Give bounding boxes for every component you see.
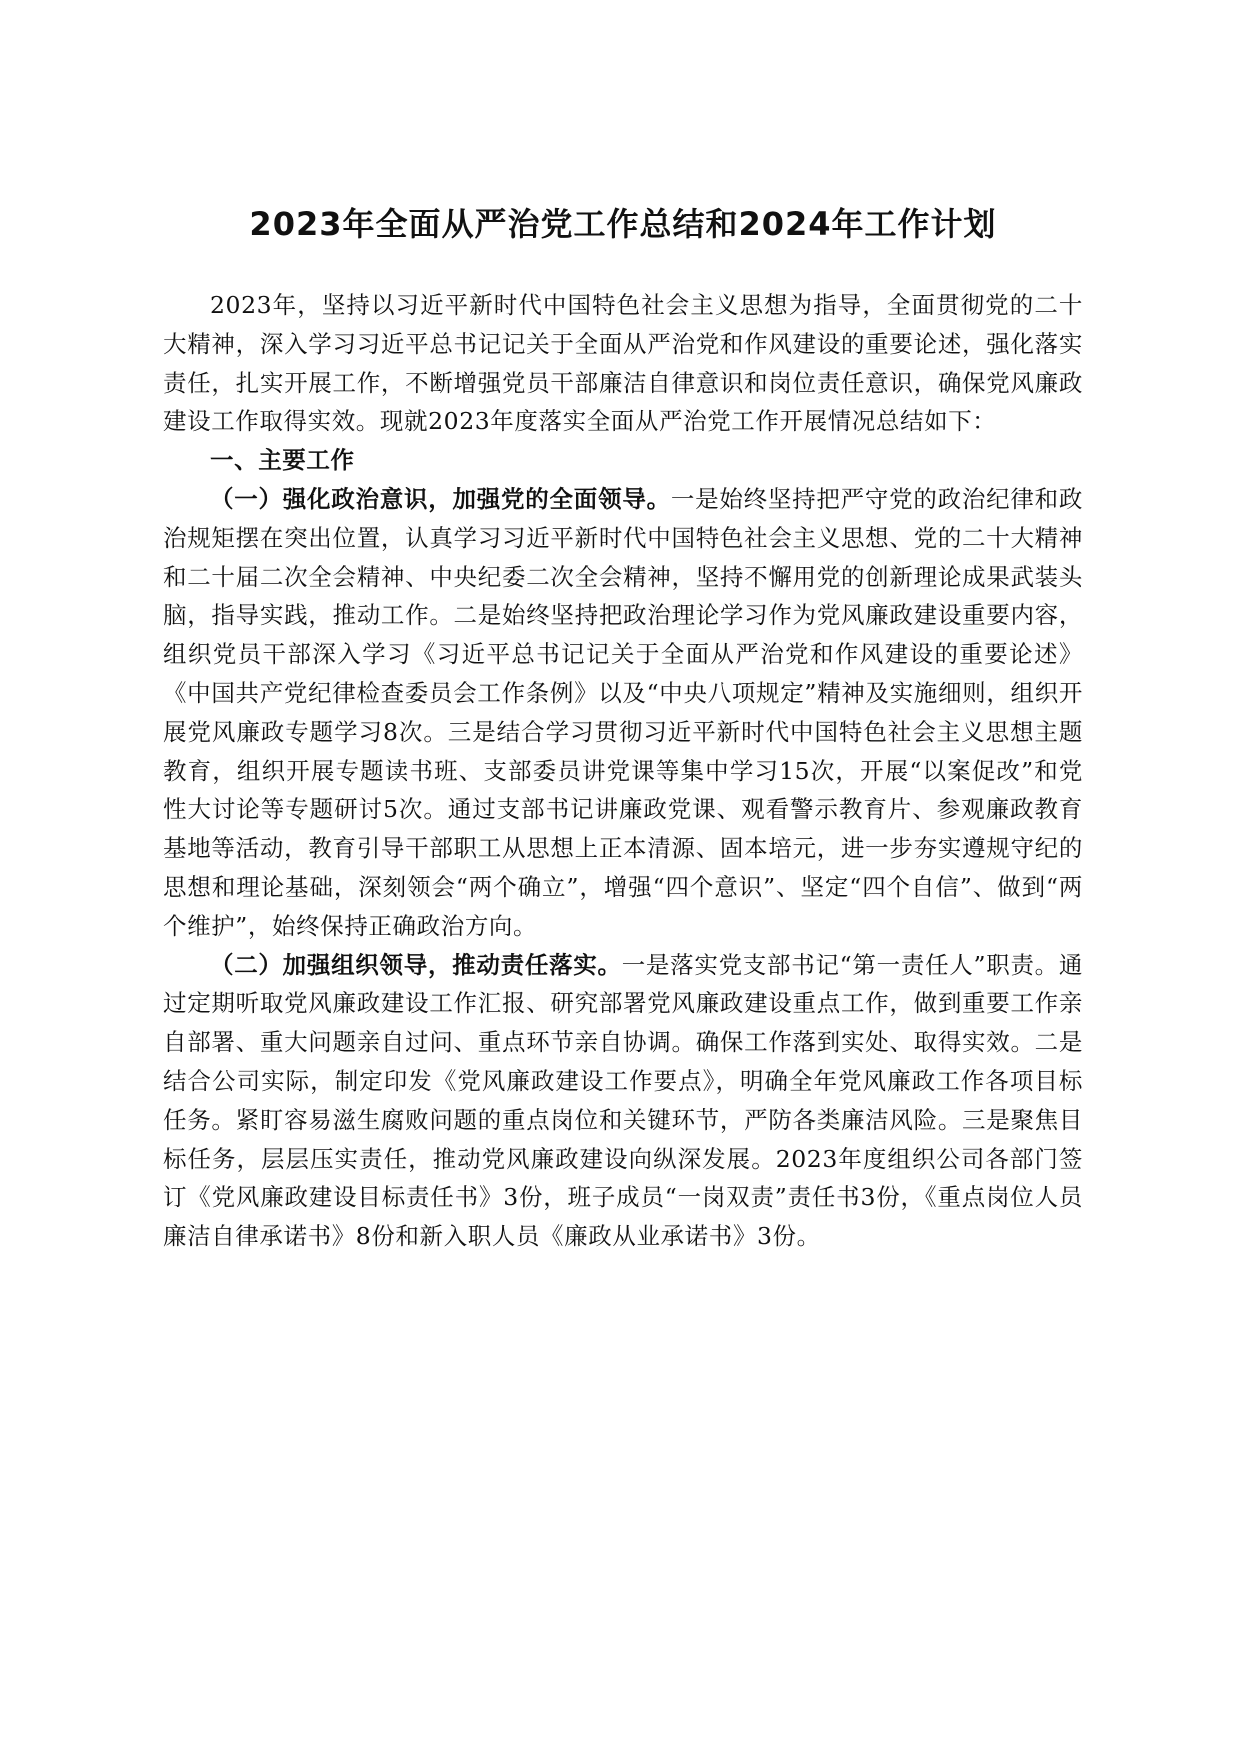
document-body — [163, 286, 1083, 1256]
subsection-text-1: 一是始终坚持把严守党的政治纪律和政治规矩摆在突出位置，认真学习习近平新时代中国特色社会主义思想、党的二十大精神和二十届二次全会精神、中央纪委二次全会精神，坚持不懈用党的创新理论成果武装头脑，指导实践，推动工作。二是始终坚持把政治理论学习作为党风廉政建设重要内容，组织党员干部深入学习《习近平总书记记关于全面从严治党和作风建设的重要论述》《中国共产党纪律检查委员会工作条例》以及“中央八项规定”精神及实施细则，组织开展党风廉政专题学习8次。三是结合学习贯彻习近平新时代中国特色社会主义思想主题教育，组织开展专题读书班、支部委员讲党课等集中学习15次，开展“以案促改”和党性大讨论等专题研讨5次。通过支部书记讲廉政党课、观看警示教育片、参观廉政教育基地等活动，教育引导干部职工从思想上正本清源、固本培元，进一步夯实遵规守纪的思想和理论基础，深刻领会“两个确立”，增强“四个意识”、坚定“四个自信”、做到“两个维护”，始终保持正确政治方向。 — [163, 484, 1083, 940]
document-title: 2023年全面从严治党工作总结和2024年工作计划 — [249, 205, 997, 243]
subsection-paragraph-1 — [163, 480, 1083, 946]
subsection-paragraph-2 — [163, 946, 1083, 1256]
subsection-lead-1: （一）强化政治意识，加强党的全面领导。 — [210, 484, 671, 513]
subsection-text-2: 一是落实党支部书记“第一责任人”职责。通过定期听取党风廉政建设工作汇报、研究部署党风廉政建设重点工作，做到重要工作亲自部署、重大问题亲自过问、重点环节亲自协调。确保工作落到实处、取得实效。二是结合公司实际，制定印发《党风廉政建设工作要点》，明确全年党风廉政工作各项目标任务。紧盯容易滋生腐败问题的重点岗位和关键环节，严防各类廉洁风险。三是聚焦目标任务，层层压实责任，推动党风廉政建设向纵深发展。2023年度组织公司各部门签订《党风廉政建设目标责任书》3份，班子成员“一岗双责”责任书3份，《重点岗位人员廉洁自律承诺书》8份和新入职人员《廉政从业承诺书》3份。 — [163, 950, 1083, 1251]
intro-paragraph: 2023年，坚持以习近平新时代中国特色社会主义思想为指导，全面贯彻党的二十大精神，深入学习习近平总书记记关于全面从严治党和作风建设的重要论述，强化落实责任，扎实开展工作，不断增强党员干部廉洁自律意识和岗位责任意识，确保党风廉政建设工作取得实效。现就2023年度落实全面从严治党工作开展情况总结如下： — [163, 291, 1083, 436]
section-heading-main-work: 一、主要工作 — [210, 446, 355, 475]
subsection-lead-2: （二）加强组织领导，推动责任落实。 — [210, 950, 622, 979]
